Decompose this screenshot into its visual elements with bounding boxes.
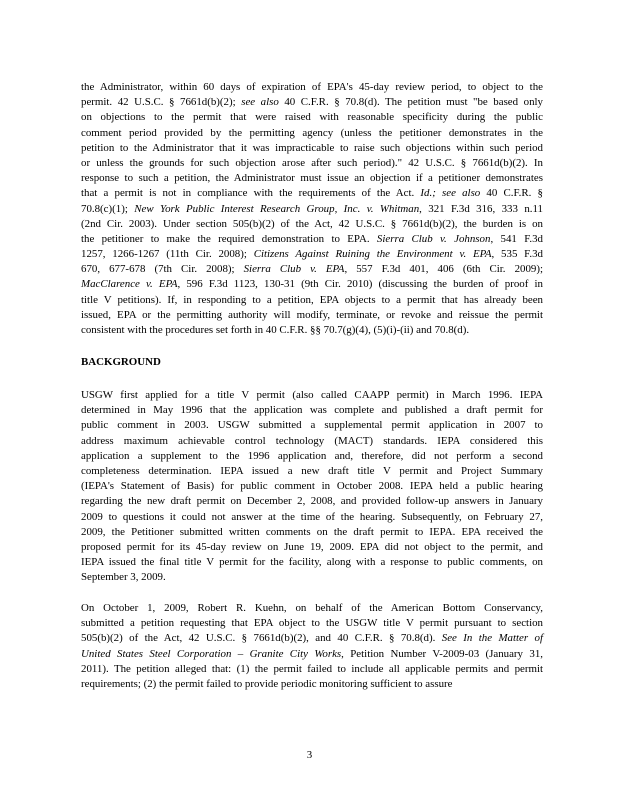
text-line: IEPA issued the final title V permit for the facility, along with a response to public comments, on bbox=[81, 556, 543, 569]
text-line: that a permit is not in compliance with the requirements of the Act. Id.; see also 40 C.F.R. § bbox=[81, 187, 543, 200]
text-line: on objections to the permit that were raised with reasonable specificity during the public bbox=[81, 111, 543, 124]
text-line: completeness determination. IEPA issued a new draft title V permit and Project Summary bbox=[81, 464, 543, 477]
paragraph-petition-filed bbox=[81, 601, 543, 692]
text-line: determined in May 1996 that the application was complete and published a draft permit for bbox=[81, 404, 543, 417]
text-line: public comment in 2003. USGW submitted a supplemental permit application in 2007 to bbox=[81, 419, 543, 432]
text-line: 70.8(c)(1); New York Public Interest Research Group, Inc. v. Whitman, 321 F.3d 316, 333 n.11 bbox=[81, 202, 543, 215]
text-line: 670, 677-678 (7th Cir. 2008); Sierra Club v. EPA, 557 F.3d 401, 406 (6th Cir. 2009); bbox=[81, 263, 543, 276]
text-line: title V petitions). If, in responding to a petition, EPA objects to a permit that has already been bbox=[81, 293, 543, 306]
text-line: regarding the new draft permit on December 2, 2008, and provided follow-up answers in January bbox=[81, 495, 543, 508]
text-line: (IEPA's Statement of Basis) for public comment in October 2008. IEPA held a public hearing bbox=[81, 480, 543, 493]
text-line: requirements; (2) the permit failed to provide periodic monitoring sufficient to assure bbox=[81, 677, 453, 690]
text-line: permit. 42 U.S.C. § 7661d(b)(2); see also 40 C.F.R. § 70.8(d). The petition must "be based only bbox=[81, 96, 543, 109]
section-heading-background: BACKGROUND bbox=[81, 356, 161, 368]
text-line: MacClarence v. EPA, 596 F.3d 1123, 130-31 (9th Cir. 2010) (discussing the burden of proof in bbox=[81, 278, 543, 291]
text-line: the Administrator, within 60 days of expiration of EPA's 45-day review period, to object to the bbox=[81, 81, 543, 93]
text-line: address maximum achievable control technology (MACT) standards. IEPA considered this bbox=[81, 434, 543, 447]
text-line: 1257, 1266-1267 (11th Cir. 2008); Citizens Against Ruining the Environment v. EPA, 535 F.3d bbox=[81, 248, 543, 261]
paragraph-petition-process bbox=[81, 80, 543, 338]
text-line: or unless the grounds for such objection arose after such period)." 42 U.S.C. § 7661d(b)(2). In bbox=[81, 156, 543, 169]
text-line: On October 1, 2009, Robert R. Kuehn, on behalf of the American Bottom Conservancy, bbox=[81, 602, 543, 614]
text-line: proposed permit for its 45-day review on June 19, 2009. EPA did not object to the permit, and bbox=[81, 540, 543, 553]
text-line: 2009, the Petitioner submitted written comments on the draft permit to IEPA. EPA received the bbox=[81, 525, 543, 538]
text-line: (2nd Cir. 2003). Under section 505(b)(2) of the Act, 42 U.S.C. § 7661d(b)(2), the burden is on bbox=[81, 217, 543, 230]
text-line: petition to the Administrator that it was impracticable to raise such objections within such period bbox=[81, 141, 543, 154]
text-line: September 3, 2009. bbox=[81, 571, 166, 584]
page-number: 3 bbox=[306, 749, 313, 761]
paragraph-background-history bbox=[81, 388, 543, 585]
text-line: consistent with the procedures set forth in 40 C.F.R. §§ 70.7(g)(4), (5)(i)-(ii) and 70.8(d). bbox=[81, 324, 470, 336]
text-line: submitted a petition requesting that EPA object to the USGW title V permit pursuant to section bbox=[81, 617, 543, 630]
text-line: the petitioner to make the required demonstration to EPA. Sierra Club v. Johnson, 541 F.3d bbox=[81, 232, 543, 245]
text-line: issued, EPA or the permitting authority will modify, terminate, or revoke and reissue the permit bbox=[81, 308, 543, 321]
text-line: 505(b)(2) of the Act, 42 U.S.C. § 7661d(b)(2), and 40 C.F.R. § 70.8(d). See In the Matter of bbox=[81, 632, 543, 645]
text-line: United States Steel Corporation – Granite City Works, Petition Number V-2009-03 (January 31, bbox=[81, 647, 543, 660]
text-line: 2009 to questions it could not answer at the time of the hearing. Subsequently, on February 27, bbox=[81, 510, 543, 523]
text-line: application a supplement to the 1996 application and, therefore, did not perform a second bbox=[81, 449, 543, 462]
text-line: response to such a petition, the Administrator must issue an objection if a petitioner demonstrates bbox=[81, 172, 543, 185]
text-line: USGW first applied for a title V permit (also called CAAPP permit) in March 1996. IEPA bbox=[81, 389, 543, 401]
text-line: comment period provided by the permitting agency (unless the petitioner demonstrates in the bbox=[81, 126, 543, 139]
text-line: 2011). The petition alleged that: (1) the permit failed to include all applicable permits and permit bbox=[81, 662, 543, 675]
